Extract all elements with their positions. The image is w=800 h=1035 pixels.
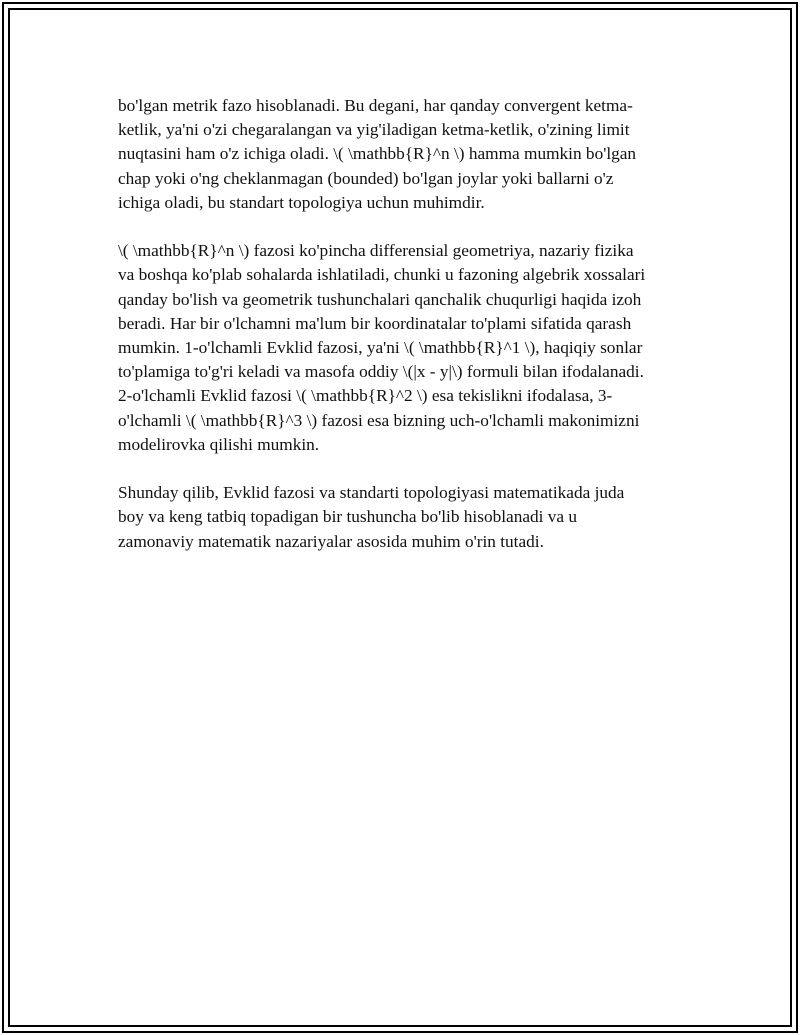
paragraph-2: \( \mathbb{R}^n \) fazosi ko'pincha differensial geometriya, nazariy fizika va boshqa ko'plab sohalarda ishlatiladi, chunki u fazoning algebrik xossalari qanday bo'lish va geometrik tushunchalari qanchalik chuqurligi haqida izoh beradi. Har bir o'lchamni ma'lum bir koordinatalar to'plami sifatida qarash mumkin. 1-o'lchamli Evklid fazosi, ya'ni \( \mathbb{R}^1 \), haqiqiy sonlar to'plamiga to'g'ri keladi va masofa oddiy \(|x - y|\) formuli bilan ifodalanadi. 2-o'lchamli Evklid fazosi \( \mathbb{R}^2 \) esa tekislikni ifodalasa, 3- o'lchamli \( \mathbb{R}^3 \) fazosi esa bizning uch-o'lchamli makonimizni modelirovka qilishi mumkin.: [118, 241, 646, 454]
paragraph-1: bo'lgan metrik fazo hisoblanadi. Bu degani, har qanday convergent ketma- ketlik, ya'ni o'zi chegaralangan va yig'iladigan ketma-ketlik, o'zining limit nuqtasini ham o'z ichiga oladi. \( \mathbb{R}^n \) hamma mumkin bo'lgan chap yoki o'ng cheklanmagan (bounded) bo'lgan joylar yoki ballarni o'z ichiga oladi, bu standart topologiya uchun muhimdir.: [118, 96, 637, 212]
document-body: [118, 94, 678, 578]
paragraph-3: Shunday qilib, Evklid fazosi va standarti topologiyasi matematikada juda boy va keng tatbiq topadigan bir tushuncha bo'lib hisoblanadi va u zamonaviy matematik nazariyalar asosida muhim o'rin tutadi.: [118, 483, 625, 551]
